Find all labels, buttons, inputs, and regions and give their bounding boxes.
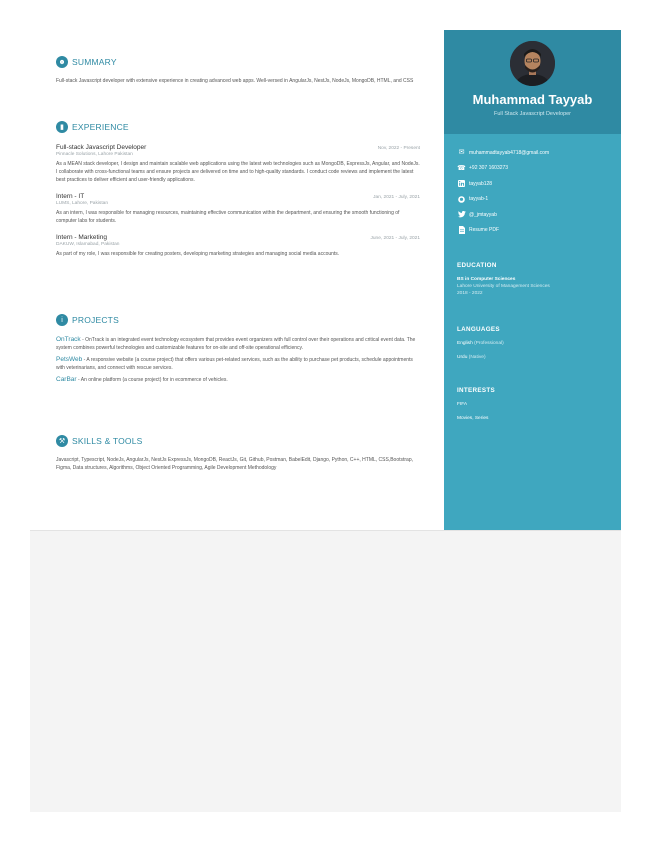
projects-title: PROJECTS (72, 315, 119, 325)
contact-text: @_jmtayyab (469, 211, 497, 218)
education-title: EDUCATION (457, 262, 497, 269)
briefcase-icon: ▮ (56, 121, 68, 133)
summary-title: SUMMARY (72, 57, 117, 67)
contact-text: muhammadtayyab4718@gmail.com (469, 149, 550, 156)
summary-text: Full-stack Javascript developer with extensive experience in creating advanced web apps. Well-versed in AngularJs, NestJs, NodeJs, MongoDB, HTML, and CSS (56, 78, 414, 84)
job-org: Pinnacle Solutions, Lahore Pakistan (56, 152, 133, 157)
github-icon (457, 195, 466, 204)
contact-github[interactable] (457, 192, 617, 208)
languages-title: LANGUAGES (457, 326, 500, 333)
language-item (457, 340, 617, 347)
project-item (56, 336, 420, 352)
contact-linkedin[interactable] (457, 176, 617, 192)
job-description: As an intern, I was responsible for managing resources, maintaining effective communication within the department, and ensuring the smooth functioning of computer labs for students. (56, 210, 400, 224)
contact-text: +92 307 1603273 (469, 165, 509, 172)
experience-header (56, 120, 420, 134)
skills-title: SKILLS & TOOLS (72, 436, 143, 446)
interests-section (457, 387, 617, 422)
profile-role: Full Stack Javascript Developer (493, 111, 572, 117)
education-years: 2018 - 2022 (457, 291, 483, 296)
education-section (457, 262, 617, 297)
project-link[interactable]: CarBar (56, 376, 77, 383)
sidebar (444, 30, 621, 530)
job-title: Full-stack Javascript Developer (56, 144, 147, 151)
envelope-icon: ✉ (458, 149, 465, 157)
linkedin-icon (457, 179, 466, 188)
skills-text: Javascript, Typescript, NodeJs, AngularJs, NestJs ExpressJs, MongoDB, ReactJs, Git, Github, Postman, BabelEdit, Django, Python, C++, HTML, CSS,Bootstrap, Figma, Data structures, Algorithms, Object Oriented Programming, Agile Development Methodology (56, 457, 414, 471)
project-description: - A responsive website (a course project) that offers various pet-related services, such as the ability to purchase pet products, schedule appointments with veterinarians, and connect with rescue services. (56, 357, 413, 371)
skills-section (56, 434, 420, 472)
avatar (510, 41, 555, 86)
main-column (30, 30, 444, 530)
interest-item: Movies, Series (457, 416, 489, 421)
wrench-icon: ⚒ (56, 435, 68, 447)
job-item (56, 234, 420, 258)
education-school: Lahore University of Management Sciences (457, 284, 550, 289)
project-description: - OnTrack is an integrated event technology ecosystem that provides event organizers with full control over their operations and critical event data. The system combines powerful technologies and customizable features for on-site and off-site operational efficiency. (56, 337, 416, 351)
project-item (56, 376, 420, 384)
page-background (30, 30, 621, 812)
job-date: Nov, 2022 - Present (377, 146, 420, 151)
contact-email[interactable] (457, 145, 617, 161)
experience-section (56, 120, 420, 258)
contact-twitter[interactable] (457, 207, 617, 223)
twitter-icon (457, 210, 466, 219)
job-title: Intern - IT (56, 193, 85, 200)
phone-icon: ☎ (457, 164, 466, 172)
info-icon: i (56, 314, 68, 326)
job-description: As part of my role, I was responsible for creating posters, developing marketing strategies and managing social media accounts. (56, 251, 340, 257)
resume-page (30, 30, 621, 531)
projects-header (56, 313, 420, 327)
contact-text: tayyab128 (469, 180, 493, 187)
interests-title: INTERESTS (457, 387, 496, 394)
language-level: (Native) (468, 355, 486, 360)
job-date: Jan, 2021 - July, 2021 (373, 195, 420, 200)
job-date: June, 2021 - July, 2021 (370, 236, 420, 241)
profile-header (444, 30, 621, 134)
projects-section (56, 313, 420, 384)
project-link[interactable]: OnTrack (56, 336, 81, 343)
language-item (457, 354, 617, 361)
contact-list (457, 145, 617, 238)
experience-title: EXPERIENCE (72, 122, 129, 132)
job-item (56, 193, 420, 225)
summary-header (56, 55, 420, 69)
document-icon (457, 226, 466, 235)
contact-phone[interactable] (457, 161, 617, 177)
user-icon: ☻ (56, 56, 68, 68)
job-item (56, 144, 420, 184)
job-title: Intern - Marketing (56, 234, 107, 241)
interest-item: FIFA (457, 402, 468, 407)
project-link[interactable]: PetsWeb (56, 356, 83, 363)
project-description: - An online platform (a course project) for in ecommerce of vehicles. (76, 377, 228, 383)
language-name: English (457, 341, 473, 346)
education-degree: BS in Computer Sciences (457, 277, 516, 282)
language-level: (Professional) (474, 341, 504, 346)
job-org: LUMS, Lahore, Pakistan (56, 201, 108, 206)
language-name: Urdu (457, 355, 468, 360)
job-description: As a MEAN stack developer, I design and maintain scalable web applications using the latest web technologies such as MongoDB, ExpressJs, Angular, and NodeJs. I collaborate with cross-functional teams and ensure projects are delivered on time and to high-quality standards. I conduct code reviews and implement the latest best practices to deliver efficient and user-friendly applications. (56, 161, 420, 183)
job-org: DAKUW, Islamabad, Pakistan (56, 242, 120, 247)
contact-text: tayyab-1 (469, 196, 489, 203)
project-item (56, 356, 420, 372)
languages-section (457, 326, 617, 361)
summary-section (56, 55, 420, 85)
skills-header (56, 434, 420, 448)
contact-text: Resume PDF (469, 227, 500, 234)
profile-name: Muhammad Tayyab (472, 92, 593, 107)
contact-resume[interactable] (457, 223, 617, 239)
